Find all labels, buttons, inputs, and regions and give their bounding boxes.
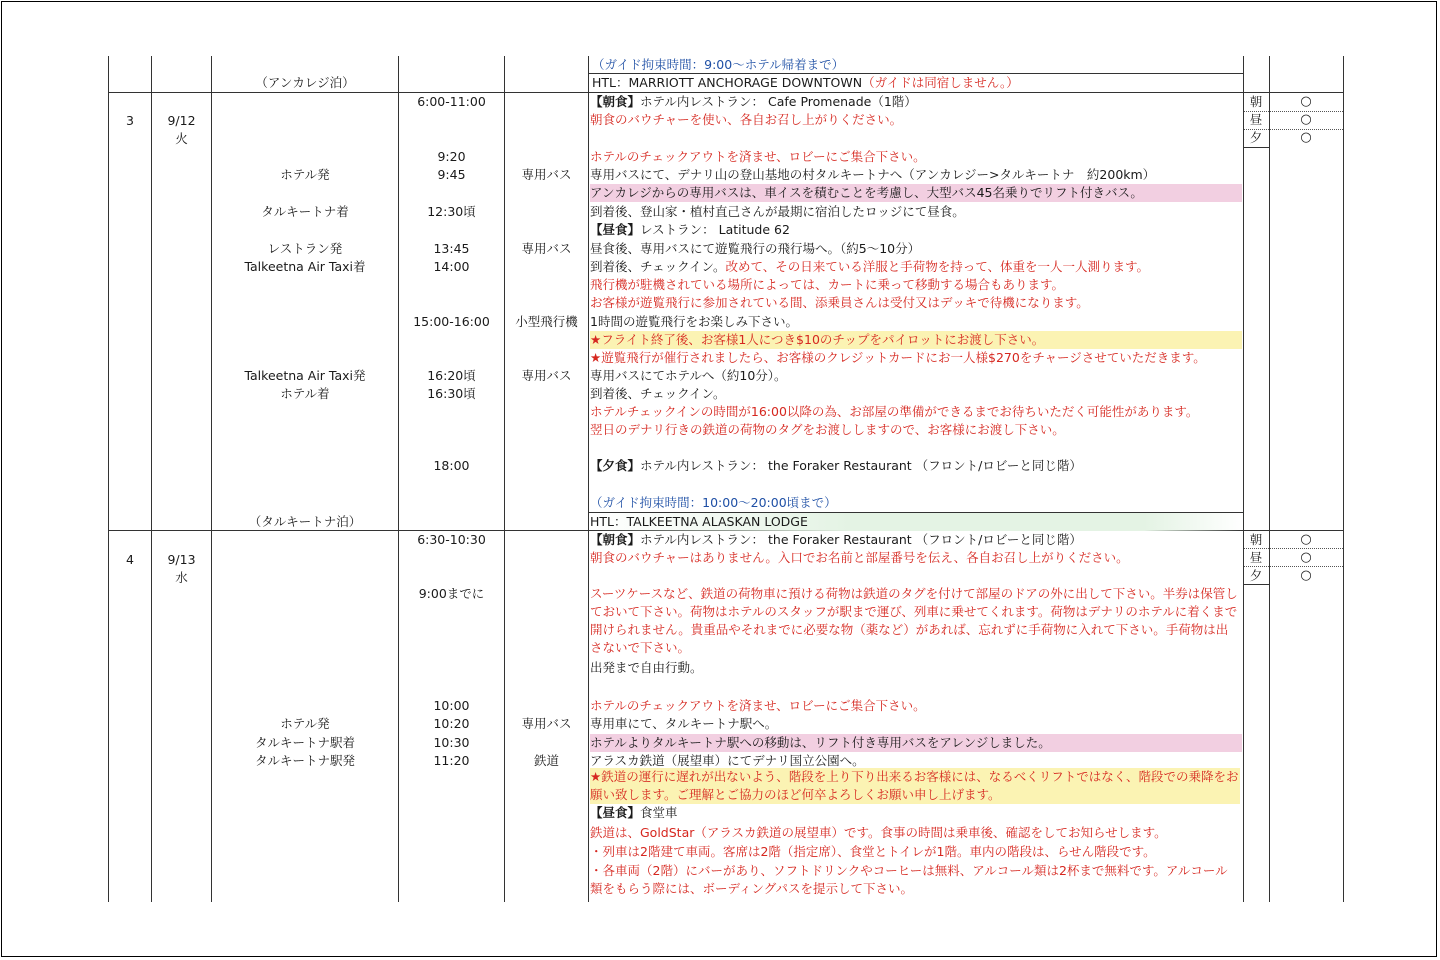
detail-line <box>590 240 920 258</box>
detail-line <box>590 313 798 331</box>
event-transport: 専用バス <box>521 167 572 182</box>
detail-text: 鉄道は、GoldStar（アラスカ鉄道の展望車）です。食事の時間は乗車後、確認をしてお知らせします。 <box>590 825 1167 840</box>
meal-mark-dinner: ○ <box>1300 568 1312 583</box>
meal-label-lunch: 昼 <box>1249 550 1263 565</box>
detail-text: 改めて、その日来ている洋服と手荷物を持って、体重を一人一人測ります。 <box>725 259 1150 274</box>
meal-label-dinner: 夕 <box>1249 130 1263 145</box>
detail-text: 専用バスにてホテルへ（約10分）。 <box>590 368 787 383</box>
meal-mark-breakfast: ○ <box>1300 94 1312 109</box>
detail-line <box>590 294 1089 312</box>
meal-label-breakfast: 朝 <box>1249 94 1263 109</box>
detail-line <box>590 659 703 677</box>
detail-line <box>590 258 1149 276</box>
detail-text: 1時間の遊覧飛行をお楽しみ下さい。 <box>590 314 798 329</box>
meal-heading: 【朝食】 <box>590 94 641 109</box>
event-time: 10:30 <box>433 735 470 750</box>
page-frame <box>1 1 1437 957</box>
detail-line <box>590 457 1082 475</box>
detail-text: 飛行機が駐機されている場所によっては、カートに乗って移動する場合もあります。 <box>590 277 1065 292</box>
event-place: ホテル着 <box>280 386 330 401</box>
detail-text: スーツケースなど、鉄道の荷物車に預ける荷物は鉄道のタグを付けて部屋のドアの外に出して下さい。半券は保管しておいて下さい。荷物はホテルのスタッフが駅まで運び、列車に乗せてくれます。荷物はデナリのホテルに着くまで開けられません。貴重品やそれまでに必要な物（薬など）があれば、忘れずに手荷物に入れて下さい。手荷物は出さないで下さい。 <box>590 586 1238 655</box>
detail-text: 専用バスにて、デナリ山の登山基地の村タルキートナへ（アンカレジー>タルキートナ 約200km） <box>590 167 1156 182</box>
detail-line <box>590 148 926 166</box>
detail-line <box>590 93 917 111</box>
detail-text: アンカレジからの専用バスは、車イスを積むことを考慮し、大型バス45名乗りでリフト付きバス。 <box>590 185 1143 200</box>
column-divider <box>1243 56 1244 902</box>
meal-label-lunch: 昼 <box>1249 112 1263 127</box>
detail-text: ★フライト終了後、お客様1人につき$10のチップをパイロットにお渡し下さい。 <box>590 332 1045 347</box>
detail-line <box>590 513 1242 531</box>
detail-text: 出発まで自由行動。 <box>590 660 703 675</box>
detail-text: 到着後、チェックイン。 <box>590 386 726 401</box>
detail-text: ホテルのチェックアウトを済ませ、ロビーにご集合下さい。 <box>590 698 926 713</box>
detail-line <box>590 221 790 239</box>
detail-text: 朝食のバウチャーはありません。入口でお名前と部屋番号を伝え、各自お召し上がりください。 <box>590 550 1129 565</box>
detail-text: ホテルチェックインの時間が16:00以降の為、お部屋の準備ができるまでお待ちいただく可能性があります。 <box>590 404 1199 419</box>
event-time: 10:20 <box>433 716 470 731</box>
detail-line <box>590 385 726 403</box>
event-time: 12:30頃 <box>427 204 476 219</box>
detail-text: ホテル内レストラン： the Foraker Restaurant （フロント/ロビーと同じ階） <box>640 532 1082 547</box>
detail-text: アラスカ鉄道（展望車）にてデナリ国立公園へ。 <box>590 753 865 768</box>
meal-heading: 【夕食】 <box>590 458 641 473</box>
meal-heading: 【朝食】 <box>590 532 641 547</box>
event-place: Talkeetna Air Taxi着 <box>244 259 366 274</box>
overnight-stay: （タルキートナ泊） <box>248 514 362 529</box>
detail-line <box>590 166 1155 184</box>
event-time: 14:00 <box>433 259 470 274</box>
column-divider <box>588 56 589 902</box>
detail-line <box>590 585 1240 657</box>
detail-line <box>590 367 787 385</box>
event-transport: 専用バス <box>521 716 572 731</box>
event-place: タルキートナ駅発 <box>254 753 355 768</box>
detail-text: ホテルのチェックアウトを済ませ、ロビーにご集合下さい。 <box>590 149 926 164</box>
detail-line <box>590 349 1206 367</box>
detail-line <box>590 111 902 129</box>
event-place: タルキートナ駅着 <box>254 735 355 750</box>
detail-text: レストラン： Latitude 62 <box>640 222 790 237</box>
detail-line <box>590 804 678 822</box>
meal-mark-lunch: ○ <box>1300 550 1312 565</box>
event-transport: 小型飛行機 <box>515 314 578 329</box>
detail-text: 翌日のデナリ行きの鉄道の荷物のタグをお渡ししますので、お客様にお渡し下さい。 <box>590 422 1065 437</box>
detail-line <box>590 421 1065 439</box>
detail-text: ・列車は2階建て車両。客席は2階（指定席）、食堂とトイレが1階。車内の階段は、らせん階段です。 <box>590 844 1156 859</box>
day-date: 9/13 <box>167 552 196 567</box>
column-divider <box>108 56 109 902</box>
detail-line <box>590 768 1240 804</box>
detail-text: ★遊覧飛行が催行されましたら、お客様のクレジットカードにお一人様$270をチャージさせていただきます。 <box>590 350 1206 365</box>
detail-line <box>590 843 1156 861</box>
detail-text: ホテル内レストラン： Cafe Promenade（1階） <box>640 94 917 109</box>
event-time: 13:45 <box>433 241 470 256</box>
day-date: 9/12 <box>167 113 196 128</box>
meal-label-breakfast: 朝 <box>1249 532 1263 547</box>
event-transport: 専用バス <box>521 368 572 383</box>
detail-text: ホテル内レストラン： the Foraker Restaurant （フロント/ロビーと同じ階） <box>640 458 1082 473</box>
detail-line <box>590 203 965 221</box>
event-time: 16:20頃 <box>427 368 476 383</box>
detail-line <box>590 531 1082 549</box>
detail-text: ・各車両（2階）にバーがあり、ソフトドリンクやコーヒーは無料、アルコール類は2杯まで無料です。アルコール類をもらう際には、ボーディングパスを提示して下さい。 <box>590 863 1228 896</box>
detail-text: お客様が遊覧飛行に参加されている間、添乗員さんは受付又はデッキで待機になります。 <box>590 295 1089 310</box>
event-time: 11:20 <box>433 753 470 768</box>
event-time: 15:00-16:00 <box>413 314 490 329</box>
meal-mark-lunch: ○ <box>1300 112 1312 127</box>
day-number: 3 <box>126 113 134 128</box>
detail-line <box>590 494 837 512</box>
hotel-row <box>592 74 1019 92</box>
event-transport: 鉄道 <box>533 753 559 768</box>
event-time: 10:00 <box>433 698 470 713</box>
detail-text: 専用車にて、タルキートナ駅へ。 <box>590 716 778 731</box>
column-divider <box>151 56 152 902</box>
event-place: ホテル発 <box>280 167 330 182</box>
day-weekday: 水 <box>175 570 188 585</box>
meal-label-dinner: 夕 <box>1249 568 1263 583</box>
event-place: レストラン発 <box>267 241 343 256</box>
event-place: ホテル発 <box>280 716 330 731</box>
event-time: 6:30-10:30 <box>417 532 486 547</box>
detail-text: ホテルよりタルキートナ駅への移動は、リフト付き専用バスをアレンジしました。 <box>590 735 1051 750</box>
day-weekday: 火 <box>175 131 188 146</box>
event-time: 9:20 <box>437 149 466 164</box>
column-divider <box>1343 56 1344 902</box>
detail-text: 到着後、チェックイン。 <box>590 259 726 274</box>
meal-heading: 【昼食】 <box>590 222 641 237</box>
detail-line <box>590 549 1129 567</box>
detail-text: 到着後、登山家・植村直己さんが最期に宿泊したロッジにて昼食。 <box>590 204 965 219</box>
event-transport: 専用バス <box>521 241 572 256</box>
detail-line <box>590 715 777 733</box>
meal-mark-breakfast: ○ <box>1300 532 1312 547</box>
detail-text: ★鉄道の運行に遅れが出ないよう、階段を上り下り出来るお客様には、なるべくリフトではなく、階段での乗降をお願い致します。ご理解とご協力のほど何卒よろしくお願い申し上げます。 <box>590 769 1239 802</box>
event-time: 9:45 <box>437 167 466 182</box>
hotel-note: （ガイドは同宿しません。） <box>862 75 1019 90</box>
detail-text: 朝食のバウチャーを使い、各自お召し上がりください。 <box>590 112 903 127</box>
event-time: 16:30頃 <box>427 386 476 401</box>
event-place: タルキートナ着 <box>261 204 349 219</box>
detail-line <box>590 276 1064 294</box>
meal-mark-dinner: ○ <box>1300 130 1312 145</box>
column-divider <box>1269 56 1270 902</box>
detail-line <box>590 734 1242 752</box>
detail-line <box>590 331 1242 349</box>
event-time: 18:00 <box>433 458 470 473</box>
detail-text: HTL：TALKEETNA ALASKAN LODGE <box>590 514 808 529</box>
event-time: 9:00までに <box>418 586 485 601</box>
detail-line <box>590 824 1167 842</box>
event-place: Talkeetna Air Taxi発 <box>244 368 366 383</box>
overnight-stay: （アンカレジ泊） <box>255 75 355 90</box>
detail-text: 食堂車 <box>640 805 678 820</box>
detail-line <box>590 697 926 715</box>
detail-text: （ガイド拘束時間：10:00～20:00頃まで） <box>590 495 837 510</box>
day-number: 4 <box>126 552 134 567</box>
meal-heading: 【昼食】 <box>590 805 641 820</box>
hotel-name: HTL：MARRIOTT ANCHORAGE DOWNTOWN <box>592 75 863 90</box>
event-time: 6:00-11:00 <box>417 94 486 109</box>
detail-line <box>590 403 1198 421</box>
guide-hours: （ガイド拘束時間：9:00～ホテル帰着まで） <box>592 57 845 72</box>
detail-line <box>590 184 1242 202</box>
detail-line <box>590 862 1240 898</box>
detail-text: 昼食後、専用バスにて遊覧飛行の飛行場へ。（約5～10分） <box>590 241 921 256</box>
